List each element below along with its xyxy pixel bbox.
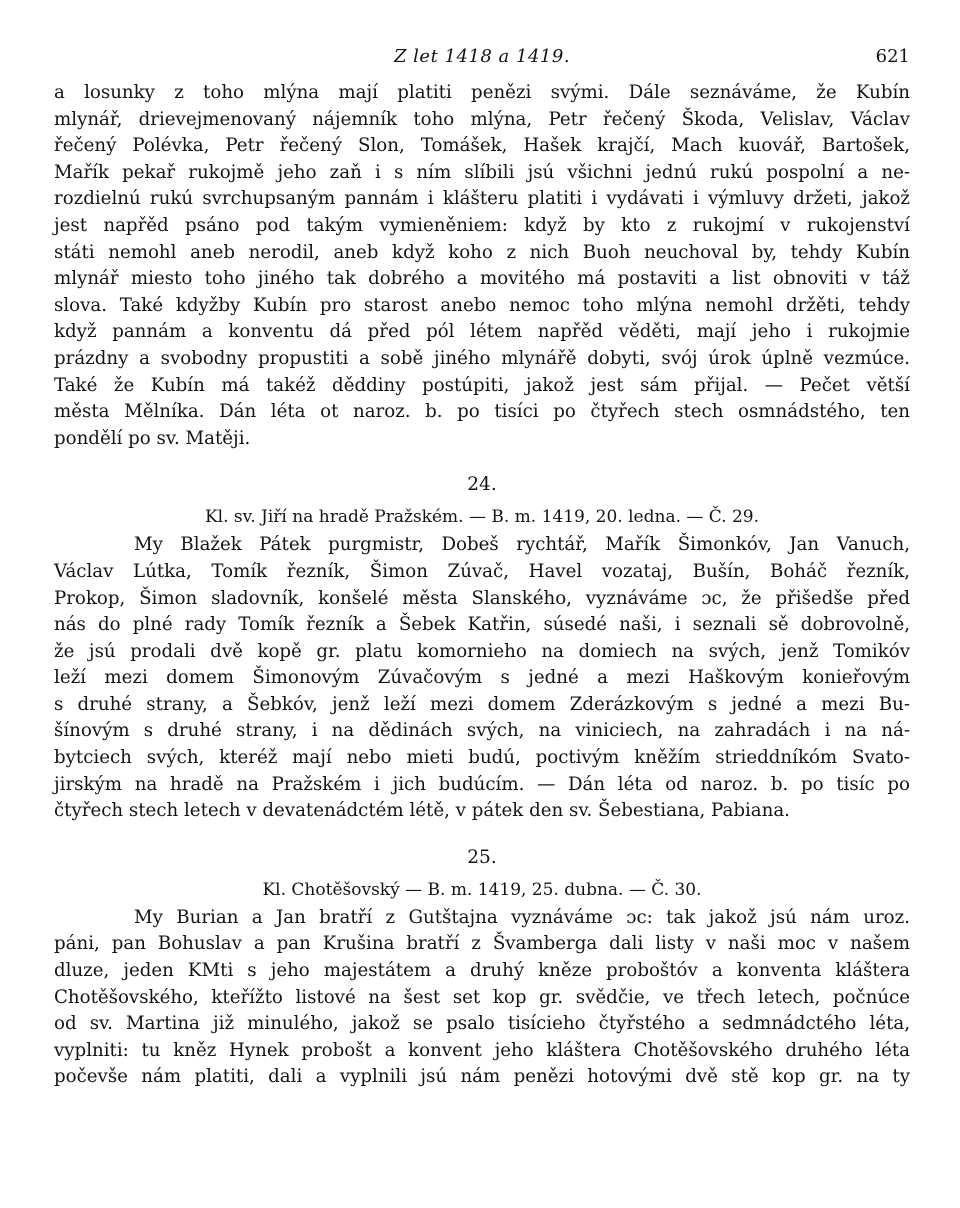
text-line: rozdielnú rukú svrchupsaným pannám i klášteru platiti i vydávati i výmluvy držeti, jakož — [54, 188, 910, 210]
document-number: 25. — [467, 846, 497, 868]
text-line: s druhé strany, a Šebkóv, jenž leží mezi domem Zderázkovým s jedné a mezi Bu- — [54, 693, 910, 715]
text-line: bytciech svých, kteréž mají nebo mieti budú, poctivým kněžím strieddníkóm Svato- — [54, 747, 910, 769]
text-line: nás do plné rady Tomík řezník a Šebek Katřin, súsedé naši, i seznali sě dobrovolně, — [54, 614, 910, 636]
document-body — [54, 905, 910, 1091]
document-source-line: Kl. sv. Jiří na hradě Pražském. — B. m. 1419, 20. ledna. — Č. 29. — [204, 507, 760, 528]
text-line: páni, pan Bohuslav a pan Krušina bratří z Švamberga dali listy v naši moc v našem — [54, 933, 910, 955]
text-line: šínovým s druhé strany, i na dědinách svých, na viniciech, na zahradách i na ná- — [54, 720, 910, 742]
text-line: pondělí po sv. Matěji. — [54, 427, 251, 449]
text-line: Prokop, Šimon sladovník, konšelé města Slanského, vyznáváme ɔc, že přišedše před — [54, 587, 910, 609]
document-number: 24. — [467, 474, 497, 496]
text-line: když pannám a konventu dá před pól létem napřěd věděti, mají jeho i rukojmie — [54, 321, 910, 343]
text-line: My Blažek Pátek purgmistr, Dobeš rychtář, Mařík Šimonkóv, Jan Vanuch, — [134, 534, 910, 556]
text-line: My Burian a Jan bratří z Gutštajna vyznáváme ɔc: tak jakož jsú nám uroz. — [134, 906, 910, 928]
text-line: státi nemohl aneb nerodil, aneb když koho z nich Buoh neuchoval by, tehdy Kubín — [54, 241, 910, 263]
text-line: města Mělníka. Dán léta ot naroz. b. po tisíci po čtyřech stech osmnádstého, ten — [54, 401, 910, 423]
text-line: řečený Polévka, Petr řečený Slon, Tomášek, Hašek krajčí, Mach kuovář, Bartošek, — [54, 135, 910, 157]
text-line: prázdny a svobodny propustiti a sobě jiného mlynářě dobyti, svój úrok úplně vezmúce. — [54, 347, 910, 369]
continuation-paragraph — [54, 80, 910, 452]
page-header — [54, 40, 910, 80]
text-line: od sv. Martina již minulého, jakož se psalo tisícieho čtyřstého a sedmnádctého léta, — [54, 1013, 910, 1035]
text-line: jirským na hradě na Pražském i jich budúcím. — Dán léta od naroz. b. po tisíc po — [54, 773, 910, 795]
text-line: Chotěšovského, kteřížto listové na šest set kop gr. svědčie, ve třech letech, počnúce — [54, 986, 910, 1008]
text-line: Mařík pekař rukojmě jeho zaň i s ním slíbili jsú všichni jednú rukú pospolní a ne- — [54, 161, 910, 183]
text-line: mlynář, drievejmenovaný nájemník toho mlýna, Petr řečený Škoda, Velislav, Václav — [54, 108, 910, 130]
document-source-line: Kl. Chotěšovský — B. m. 1419, 25. dubna. — Č. 30. — [262, 879, 702, 900]
text-line: a losunky z toho mlýna mají platiti penězi svými. Dále seznáváme, že Kubín — [54, 82, 910, 103]
text-line: Také že Kubín má takéž děddiny postúpiti, jakož jest sám přijal. — Pečet větší — [54, 374, 910, 396]
text-line: Václav Lútka, Tomík řezník, Šimon Zúvač, Havel vozataj, Bušín, Boháč řezník, — [54, 560, 910, 582]
text-line: jest napřěd psáno pod takým vymieněniem: když by kto z rukojmí v rukojenství — [54, 214, 910, 236]
document-body — [54, 532, 910, 825]
running-title: Z let 1418 a 1419. — [393, 46, 571, 67]
text-line: mlynář miesto toho jiného tak dobrého a movitého má postaviti a list obnoviti v táž — [54, 268, 910, 290]
text-line: leží mezi domem Šimonovým Zúvačovým s jedné a mezi Haškovým konieřovým — [54, 667, 910, 689]
document-page — [54, 40, 910, 1091]
text-line: dluze, jeden KMti s jeho majestátem a druhý kněze proboštóv a konventa kláštera — [54, 960, 910, 982]
page-number: 621 — [875, 46, 910, 67]
text-line: že jsú prodali dvě kopě gr. platu komornieho na domiech na svých, jenž Tomikóv — [54, 640, 910, 662]
text-line: počevše nám platiti, dali a vyplnili jsú nám penězi hotovými dvě stě kop gr. na ty — [54, 1066, 910, 1088]
text-line: vyplniti: tu kněz Hynek probošt a konvent jeho kláštera Chotěšovského druhého léta — [54, 1039, 910, 1061]
text-line: čtyřech stech letech v devatenádctém létě, v pátek den sv. Šebestiana, Pabiana. — [54, 800, 790, 822]
text-line: slova. Také kdyžby Kubín pro starost anebo nemoc toho mlýna nemohl držěti, tehdy — [54, 294, 910, 316]
